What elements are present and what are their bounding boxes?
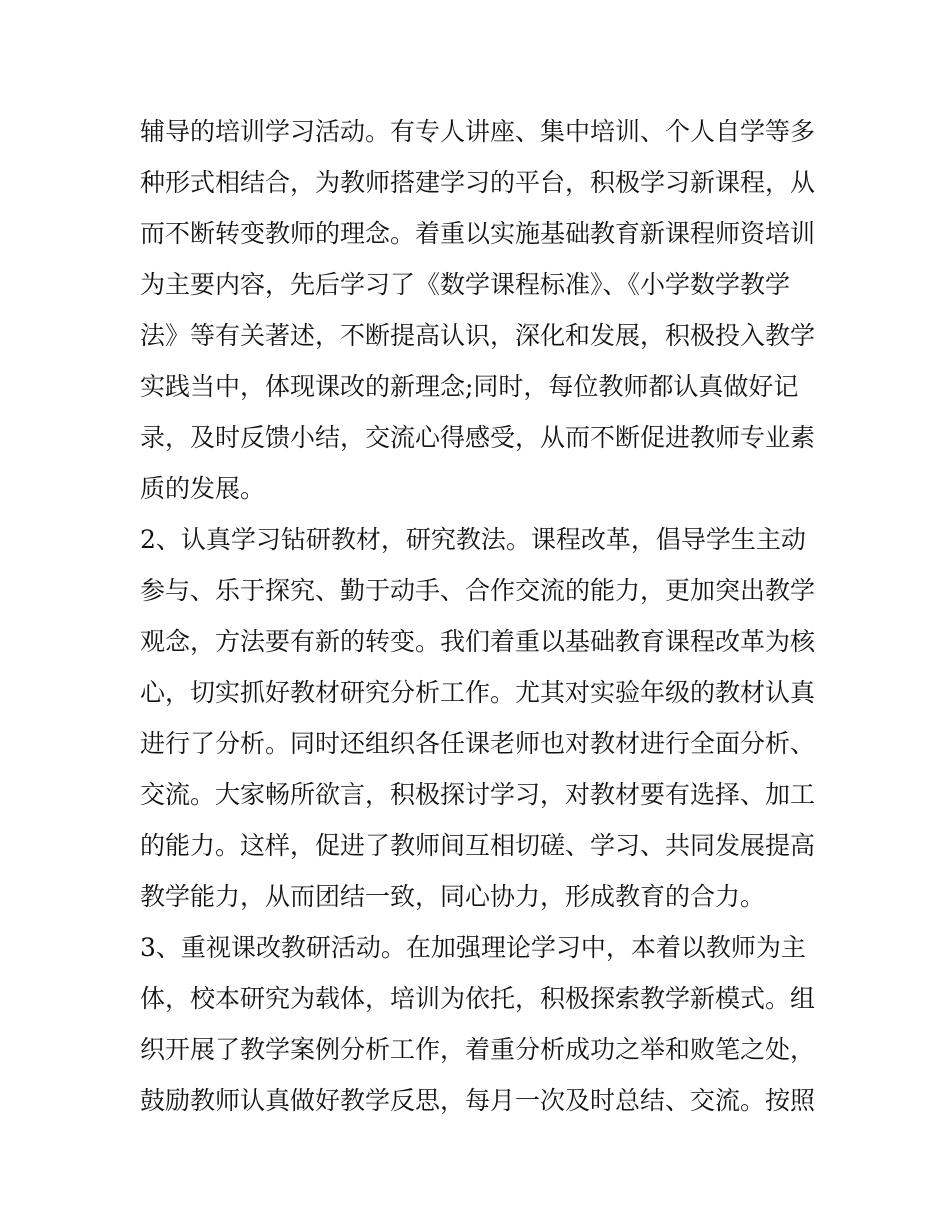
text-line: 种形式相结合，为教师搭建学习的平台，积极学习新课程，从 [140,168,816,197]
text-line: 心，切实抓好教材研究分析工作。尤其对实验年级的教材认真 [140,678,816,707]
text-line: 为主要内容，先后学习了《数学课程标准》、《小学数学教学 [140,270,791,299]
text-line: 鼓励教师认真做好教学反思，每月一次及时总结、交流。按照 [140,1086,816,1115]
text-line: 交流。大家畅所欲言，积极探讨学习，对教材要有选择、加工 [140,780,816,809]
text-line: 的能力。这样，促进了教师间互相切磋、学习、共同发展提高 [140,831,816,860]
text-line: 观念，方法要有新的转变。我们着重以基础教育课程改革为核 [140,627,816,656]
text-line: 辅导的培训学习活动。有专人讲座、集中培训、个人自学等多 [140,117,816,146]
text-line: 而不断转变教师的理念。着重以实施基础教育新课程师资培训 [140,219,816,248]
text-line: 实践当中，体现课改的新理念;同时，每位教师都认真做好记 [140,372,799,401]
text-line: 法》等有关著述，不断提高认识，深化和发展，积极投入教学 [140,321,816,350]
text-line: 织开展了教学案例分析工作，着重分析成功之举和败笔之处， [140,1035,816,1064]
text-line: 质的发展。 [140,474,266,503]
text-line: 录，及时反馈小结，交流心得感受，从而不断促进教师专业素 [140,423,816,452]
text-line: 2、认真学习钻研教材，研究教法。课程改革，倡导学生主动 [140,525,806,554]
text-line: 3、重视课改教研活动。在加强理论学习中，本着以教师为主 [140,933,806,962]
text-line: 参与、乐于探究、勤于动手、合作交流的能力，更加突出教学 [140,576,816,605]
document-body [140,106,820,1126]
text-line: 体，校本研究为载体，培训为依托，积极探索教学新模式。组 [140,984,816,1013]
text-line: 教学能力，从而团结一致，同心协力，形成教育的合力。 [140,882,766,911]
text-line: 进行了分析。同时还组织各任课老师也对教材进行全面分析、 [140,729,816,758]
